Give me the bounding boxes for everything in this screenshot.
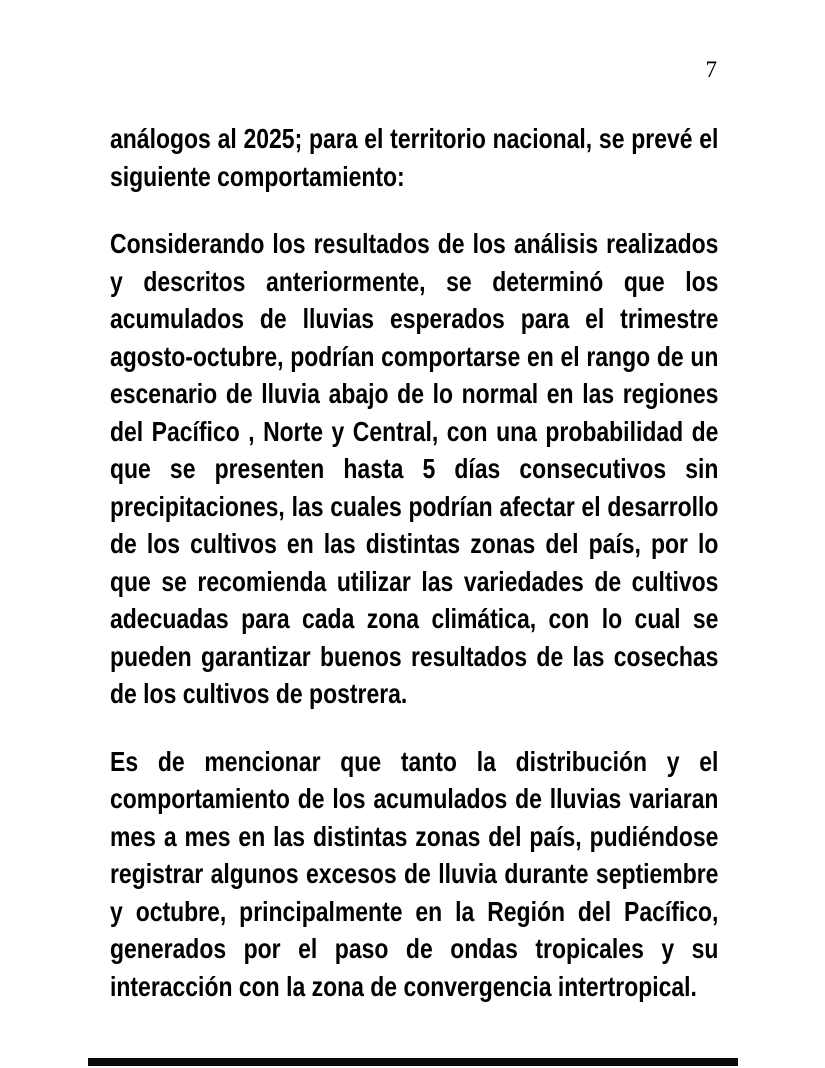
paragraph-monthly-variation: Es de mencionar que tanto la distribución y el comportamiento de los acumulados de lluvias variaran mes a mes en las distintas zonas del país, pudiéndose registrar algunos excesos de lluvia durante septiembre y octubre, principalmente en la Región del Pacífico, generados por el paso de ondas tropicales y su interacción con la zona de convergencia intertropical.	[110, 745, 719, 1002]
document-body	[110, 120, 718, 1035]
paragraph-rain-outlook: Considerando los resultados de los análisis realizados y descritos anteriormente, se determinó que los acumulados de lluvias esperados para el trimestre agosto-octubre, podrían comportarse en el rango de un escenario de lluvia abajo de lo normal en las regiones del Pacífico , Norte y Central, con una probabilidad de que se presenten hasta 5 días consecutivos sin precipitaciones, las cuales podrían afectar el desarrollo de los cultivos en las distintas zonas del país, por lo que se recomienda utilizar las variedades de cultivos adecuadas para cada zona climática, con lo cual se pueden garantizar buenos resultados de las cosechas de los cultivos de postrera.	[110, 228, 719, 709]
page-bottom-scan-bar	[88, 1058, 738, 1066]
page-number: 7	[705, 57, 717, 82]
paragraph-intro: análogos al 2025; para el territorio nacional, se prevé el siguiente comportamiento:	[110, 123, 719, 192]
